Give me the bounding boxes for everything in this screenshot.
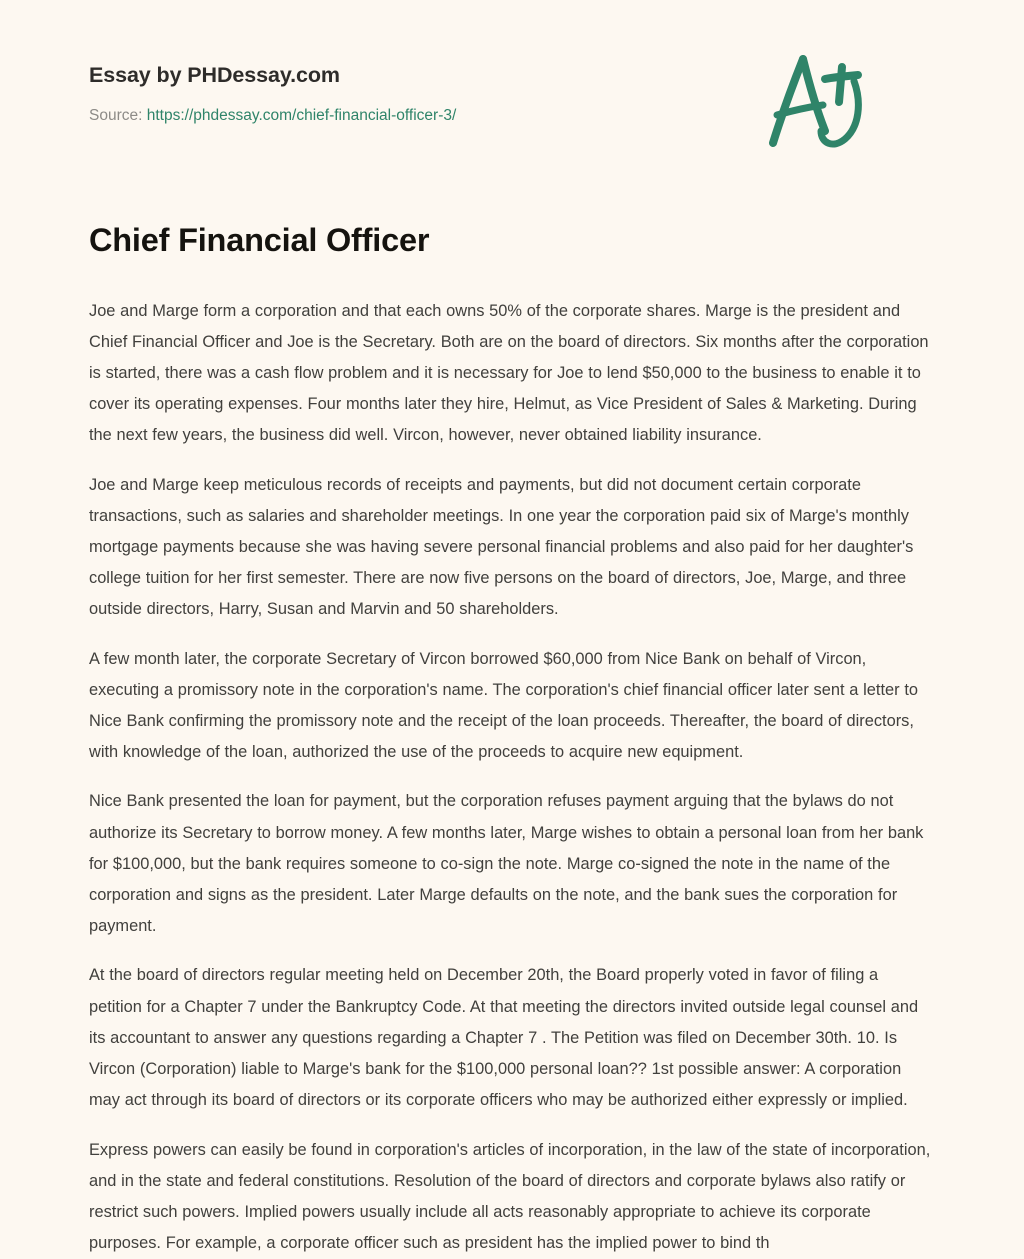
page-title: Chief Financial Officer <box>89 120 935 261</box>
brand-title: Essay by PHDessay.com <box>89 63 935 89</box>
paragraph: A few month later, the corporate Secretary of Vircon borrowed $60,000 from Nice Bank on behalf of Vircon, executing a promissory note in the corporation's name. The corporation's chief financial officer later sent a letter to Nice Bank confirming the promissory note and the receipt of the loan proceeds. Thereafter, the board of directors, with knowledge of the loan, authorized the use of the proceeds to acquire new equipment. <box>89 644 935 769</box>
paragraph: Express powers can easily be found in corporation's articles of incorporation, in the law of the state of incorporation, and in the state and federal constitutions. Resolution of the board of directors and corporate bylaws also ratify or restrict such powers. Implied powers usually include all acts reasonably appropriate to achieve its corporate purposes. For example, a corporate officer such as president has the implied power to bind th <box>89 1135 935 1259</box>
paragraph: Joe and Marge form a corporation and that each owns 50% of the corporate shares. Marge is the president and Chief Financial Officer and Joe is the Secretary. Both are on the board of directors. Six months after the corporation is started, there was a cash flow problem and it is necessary for Joe to lend $50,000 to the business to enable it to cover its operating expenses. Four months later they hire, Helmut, as Vice President of Sales & Marketing. During the next few years, the business did well. Vircon, however, never obtained liability insurance. <box>89 296 935 452</box>
paragraph: At the board of directors regular meeting held on December 20th, the Board properly voted in favor of filing a petition for a Chapter 7 under the Bankruptcy Code. At that meeting the directors invited outside legal counsel and its accountant to answer any questions regarding a Chapter 7 . The Petition was filed on December 30th. 10. Is Vircon (Corporation) liable to Marge's bank for the $100,000 personal loan?? 1st possible answer: A corporation may act through its board of directors or its corporate officers who may be authorized either expressly or implied. <box>89 960 935 1116</box>
source-label: Source: <box>89 107 142 124</box>
essay-body <box>89 261 935 1259</box>
source-url-link[interactable]: https://phdessay.com/chief-financial-officer-3/ <box>147 107 457 124</box>
paragraph: Joe and Marge keep meticulous records of receipts and payments, but did not document certain corporate transactions, such as salaries and shareholder meetings. In one year the corporation paid six of Marge's monthly mortgage payments because she was having severe personal financial problems and also paid for her daughter's college tuition for her first semester. There are now five persons on the board of directors, Joe, Marge, and three outside directors, Harry, Susan and Marvin and 50 shareholders. <box>89 470 935 626</box>
page-header <box>89 0 935 120</box>
paragraph: Nice Bank presented the loan for payment, but the corporation refuses payment arguing that the bylaws do not authorize its Secretary to borrow money. A few months later, Marge wishes to obtain a personal loan from her bank for $100,000, but the bank requires someone to co-sign the note. Marge co-signed the note in the name of the corporation and signs as the president. Later Marge defaults on the note, and the bank sues the corporation for payment. <box>89 786 935 942</box>
aplus-logo-icon <box>759 45 867 157</box>
